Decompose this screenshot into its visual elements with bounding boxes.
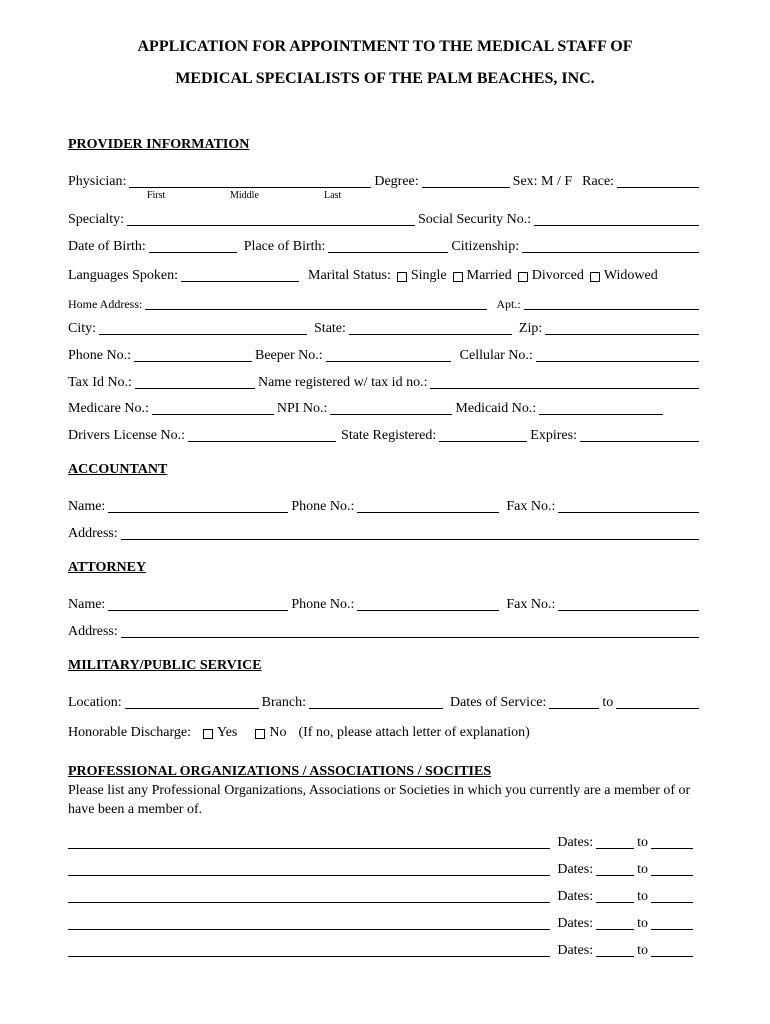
accountant-address-label: Address: <box>68 526 118 541</box>
organization-row <box>68 860 696 878</box>
birth-row <box>68 237 702 255</box>
specialty-field[interactable] <box>127 212 415 226</box>
specialty-label: Specialty: <box>68 212 124 227</box>
phone-field[interactable] <box>134 348 252 362</box>
languages-field[interactable] <box>181 268 299 282</box>
honorable-discharge-row <box>68 723 702 741</box>
npi-label: NPI No.: <box>276 401 328 416</box>
drivers-license-row <box>68 426 702 444</box>
city-label: City: <box>68 321 97 336</box>
first-name-caption: First <box>147 190 166 201</box>
home-address-label: Home Address: <box>68 297 143 311</box>
organization-to-label: to <box>637 835 648 850</box>
expires-label: Expires: <box>530 428 577 443</box>
organizations-block <box>68 762 708 819</box>
accountant-name-label: Name: <box>68 499 106 514</box>
languages-label: Languages Spoken: <box>68 268 179 283</box>
organization-to-label: to <box>637 943 648 958</box>
city-field[interactable] <box>99 321 307 335</box>
attorney-phone-field[interactable] <box>357 597 499 611</box>
attorney-name-label: Name: <box>68 597 106 612</box>
accountant-name-row <box>68 497 702 515</box>
middle-name-caption: Middle <box>230 190 259 201</box>
accountant-heading: ACCOUNTANT <box>68 462 168 477</box>
cellular-label: Cellular No.: <box>459 348 533 363</box>
married-checkbox[interactable] <box>453 272 463 282</box>
expires-field[interactable] <box>580 428 699 442</box>
apt-field[interactable] <box>524 296 699 310</box>
form-title-line2: MEDICAL SPECIALISTS OF THE PALM BEACHES, INC. <box>175 70 595 87</box>
service-end-field[interactable] <box>616 695 699 709</box>
organization-dates-label: Dates: <box>557 943 594 958</box>
phone-label: Phone No.: <box>68 348 131 363</box>
tax-id-label: Tax Id No.: <box>68 375 132 390</box>
accountant-fax-field[interactable] <box>558 499 699 513</box>
pob-label: Place of Birth: <box>243 239 326 254</box>
organization-until-field[interactable] <box>651 862 693 876</box>
widowed-label: Widowed <box>603 268 658 283</box>
organization-from-field[interactable] <box>596 889 634 903</box>
organization-dates-label: Dates: <box>557 835 594 850</box>
name-registered-field[interactable] <box>430 375 699 389</box>
languages-row <box>68 266 702 284</box>
discharge-no-checkbox[interactable] <box>255 729 265 739</box>
physician-row <box>68 172 702 190</box>
home-address-field[interactable] <box>145 296 487 310</box>
medicare-field[interactable] <box>152 401 274 415</box>
military-location-row <box>68 693 702 711</box>
apt-label: Apt.: <box>496 297 521 311</box>
medicare-label: Medicare No.: <box>68 401 149 416</box>
accountant-phone-label: Phone No.: <box>291 499 355 514</box>
degree-label: Degree: <box>374 174 419 189</box>
race-field[interactable] <box>617 174 699 188</box>
attorney-name-field[interactable] <box>108 597 288 611</box>
accountant-phone-field[interactable] <box>357 499 499 513</box>
city-row <box>68 319 702 337</box>
organization-row <box>68 941 696 959</box>
attorney-address-label: Address: <box>68 624 118 639</box>
organization-from-field[interactable] <box>596 862 634 876</box>
organization-until-field[interactable] <box>651 916 693 930</box>
home-address-row <box>68 294 702 312</box>
drivers-license-field[interactable] <box>188 428 336 442</box>
military-heading: MILITARY/PUBLIC SERVICE <box>68 658 262 673</box>
military-location-label: Location: <box>68 695 122 710</box>
organization-row <box>68 887 696 905</box>
service-start-field[interactable] <box>549 695 599 709</box>
organization-row <box>68 833 696 851</box>
dates-of-service-label: Dates of Service: <box>449 695 547 710</box>
discharge-no-label: No <box>269 725 287 740</box>
state-label: State: <box>314 321 346 336</box>
organization-name-field[interactable] <box>68 943 550 957</box>
organization-name-field[interactable] <box>68 862 550 876</box>
organization-until-field[interactable] <box>651 835 693 849</box>
military-location-field[interactable] <box>125 695 259 709</box>
attorney-address-row <box>68 622 702 640</box>
specialty-row <box>68 210 702 228</box>
organization-until-field[interactable] <box>651 889 693 903</box>
medicaid-label: Medicaid No.: <box>455 401 537 416</box>
organization-row <box>68 914 696 932</box>
military-branch-field[interactable] <box>309 695 443 709</box>
organization-from-field[interactable] <box>596 943 634 957</box>
physician-field[interactable] <box>129 174 371 188</box>
attorney-fax-field[interactable] <box>558 597 699 611</box>
military-branch-label: Branch: <box>261 695 306 710</box>
physician-label: Physician: <box>68 174 127 189</box>
organization-name-field[interactable] <box>68 916 550 930</box>
attorney-fax-label: Fax No.: <box>506 597 556 612</box>
ssn-field[interactable] <box>534 212 699 226</box>
discharge-yes-checkbox[interactable] <box>203 729 213 739</box>
widowed-checkbox[interactable] <box>590 272 600 282</box>
attorney-phone-label: Phone No.: <box>291 597 355 612</box>
divorced-checkbox[interactable] <box>518 272 528 282</box>
citizenship-field[interactable] <box>522 239 699 253</box>
provider-information-heading: PROVIDER INFORMATION <box>68 137 250 152</box>
race-label: Race: <box>582 174 615 189</box>
accountant-fax-label: Fax No.: <box>506 499 556 514</box>
organization-name-field[interactable] <box>68 889 550 903</box>
organization-dates-label: Dates: <box>557 862 594 877</box>
degree-field[interactable] <box>422 174 510 188</box>
organization-to-label: to <box>637 889 648 904</box>
form-title-line1: APPLICATION FOR APPOINTMENT TO THE MEDICAL STAFF OF <box>137 38 633 55</box>
phone-row <box>68 346 702 364</box>
accountant-address-field[interactable] <box>121 526 699 540</box>
attorney-address-field[interactable] <box>121 624 699 638</box>
organization-dates-label: Dates: <box>557 889 594 904</box>
attorney-name-row <box>68 595 702 613</box>
name-registered-label: Name registered w/ tax id no.: <box>257 375 428 390</box>
citizenship-label: Citizenship: <box>451 239 520 254</box>
organization-to-label: to <box>637 916 648 931</box>
ssn-label: Social Security No.: <box>418 212 532 227</box>
medicaid-field[interactable] <box>539 401 663 415</box>
accountant-address-row <box>68 524 702 542</box>
beeper-label: Beeper No.: <box>255 348 323 363</box>
organization-from-field[interactable] <box>596 835 634 849</box>
attorney-heading: ATTORNEY <box>68 560 147 575</box>
state-field[interactable] <box>349 321 512 335</box>
cellular-field[interactable] <box>536 348 699 362</box>
tax-id-field[interactable] <box>135 375 255 389</box>
marital-status-label: Marital Status: <box>308 268 391 283</box>
dob-label: Date of Birth: <box>68 239 146 254</box>
organizations-heading: PROFESSIONAL ORGANIZATIONS / ASSOCIATIONS / SOCITIES <box>68 764 492 779</box>
drivers-license-label: Drivers License No.: <box>68 428 186 443</box>
organization-until-field[interactable] <box>651 943 693 957</box>
organization-to-label: to <box>637 862 648 877</box>
organizations-instructions: Please list any Professional Organizations, Associations or Societies in which you currently are a member of or have been a member of. <box>68 783 691 817</box>
dob-field[interactable] <box>149 239 237 253</box>
single-checkbox[interactable] <box>397 272 407 282</box>
tax-id-row <box>68 373 702 391</box>
zip-field[interactable] <box>545 321 699 335</box>
last-name-caption: Last <box>324 190 342 201</box>
sex-label: Sex: M / F <box>512 174 573 189</box>
state-registered-label: State Registered: <box>341 428 437 443</box>
beeper-field[interactable] <box>326 348 451 362</box>
single-label: Single <box>410 268 447 283</box>
organization-name-field[interactable] <box>68 835 550 849</box>
service-to-label: to <box>602 695 614 710</box>
npi-field[interactable] <box>330 401 452 415</box>
state-registered-field[interactable] <box>439 428 527 442</box>
divorced-label: Divorced <box>531 268 584 283</box>
organization-dates-label: Dates: <box>557 916 594 931</box>
married-label: Married <box>466 268 512 283</box>
discharge-note: (If no, please attach letter of explanation) <box>298 725 530 740</box>
accountant-name-field[interactable] <box>108 499 288 513</box>
discharge-yes-label: Yes <box>216 725 238 740</box>
organization-from-field[interactable] <box>596 916 634 930</box>
zip-label: Zip: <box>518 321 543 336</box>
pob-field[interactable] <box>328 239 448 253</box>
honorable-discharge-label: Honorable Discharge: <box>68 725 191 740</box>
medicare-row <box>68 399 702 417</box>
